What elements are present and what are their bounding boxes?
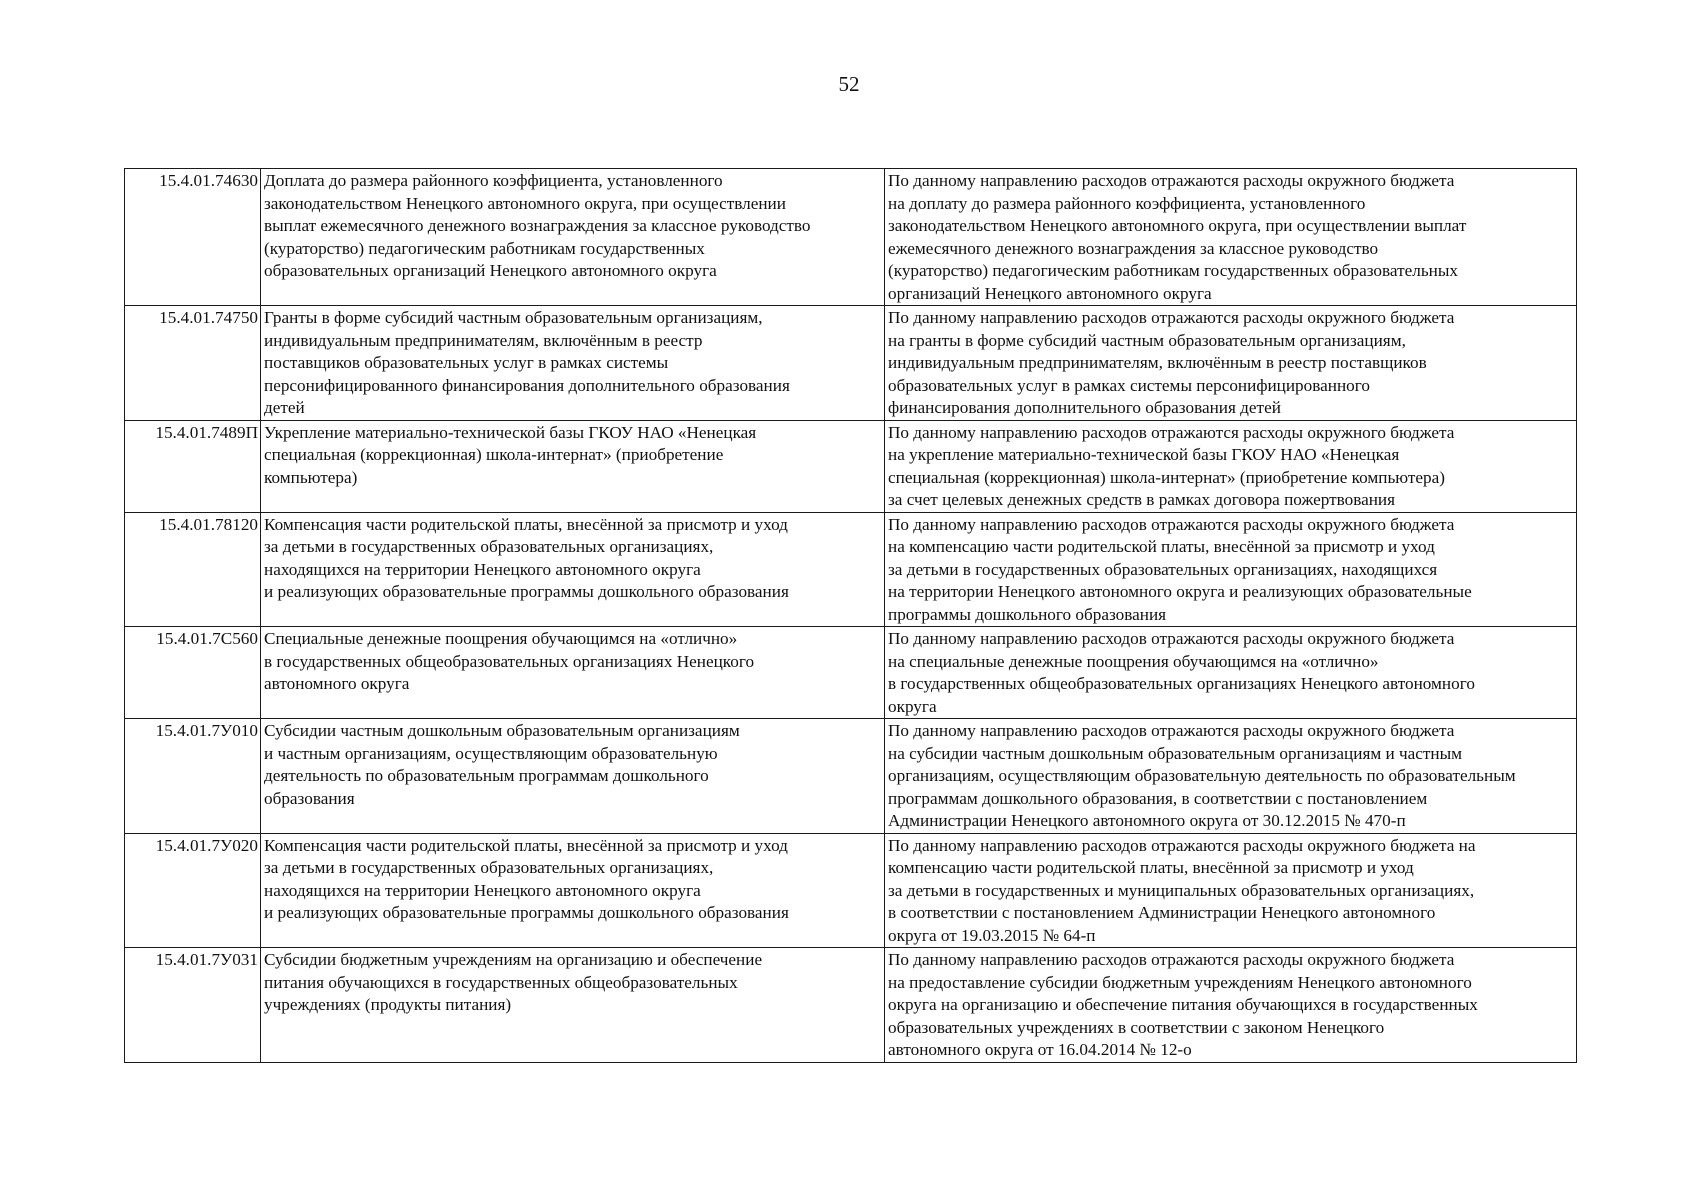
row-description: По данному направлению расходов отражаются расходы окружного бюджета на специальные денежные поощрения обучающимся на «отлично» в государственных общеобразовательных организациях Ненецкого автономного округа (885, 627, 1577, 719)
row-description: По данному направлению расходов отражаются расходы окружного бюджета на укрепление материально-технической базы ГКОУ НАО «Ненецкая специальная (коррекционная) школа-интернат» (приобретение компьютера) за счет целевых денежных средств в рамках договора пожертвования (885, 420, 1577, 512)
row-description: По данному направлению расходов отражаются расходы окружного бюджета на гранты в форме субсидий частным образовательным организациям, индивидуальным предпринимателям, включённым в реестр поставщиков образовательных услуг в рамках системы персонифицированного финансирования дополнительного образования детей (885, 306, 1577, 421)
row-description: По данному направлению расходов отражаются расходы окружного бюджета на субсидии частным дошкольным образовательным организациям и частным организациям, осуществляющим образовательную деятельность по образовательным программам дошкольного образования, в соответствии с постановлением Администрации Ненецкого автономного округа от 30.12.2015 № 470-п (885, 719, 1577, 834)
row-code: 15.4.01.7489П (125, 420, 261, 512)
row-code: 15.4.01.7У020 (125, 833, 261, 948)
row-code: 15.4.01.7С560 (125, 627, 261, 719)
page-number: 52 (838, 72, 860, 96)
row-name: Гранты в форме субсидий частным образовательным организациям, индивидуальным предпринимателям, включённым в реестр поставщиков образовательных услуг в рамках системы персонифицированного финансирования дополнительного образования детей (261, 306, 885, 421)
row-code: 15.4.01.7У010 (125, 719, 261, 834)
row-description: По данному направлению расходов отражаются расходы окружного бюджета на компенсацию части родительской платы, внесённой за присмотр и уход за детьми в государственных образовательных организациях, находящихся на территории Ненецкого автономного округа и реализующих образовательные программы дошкольного образования (885, 512, 1577, 627)
row-description: По данному направлению расходов отражаются расходы окружного бюджета на компенсацию части родительской платы, внесённой за присмотр и уход за детьми в государственных и муниципальных образовательных организациях, в соответствии с постановлением Администрации Ненецкого автономного округа от 19.03.2015 № 64-п (885, 833, 1577, 948)
row-name: Субсидии частным дошкольным образовательным организациям и частным организациям, осуществляющим образовательную деятельность по образовательным программам дошкольного образования (261, 719, 885, 834)
row-code: 15.4.01.78120 (125, 512, 261, 627)
row-description: По данному направлению расходов отражаются расходы окружного бюджета на предоставление субсидии бюджетным учреждениям Ненецкого автономного округа на организацию и обеспечение питания обучающихся в государственных образовательных учреждениях в соответствии с законом Ненецкого автономного округа от 16.04.2014 № 12-о (885, 948, 1577, 1063)
row-name: Специальные денежные поощрения обучающимся на «отлично» в государственных общеобразовательных организациях Ненецкого автономного округа (261, 627, 885, 719)
row-name: Доплата до размера районного коэффициента, установленного законодательством Ненецкого автономного округа, при осуществлении выплат ежемесячного денежного вознаграждения за классное руководство (кураторство) педагогическим работникам государственных образовательных организаций Ненецкого автономного округа (261, 169, 885, 306)
table-row (125, 627, 1577, 719)
row-code: 15.4.01.7У031 (125, 948, 261, 1063)
row-code: 15.4.01.74750 (125, 306, 261, 421)
row-name: Укрепление материально-технической базы ГКОУ НАО «Ненецкая специальная (коррекционная) школа-интернат» (приобретение компьютера) (261, 420, 885, 512)
row-name: Субсидии бюджетным учреждениям на организацию и обеспечение питания обучающихся в государственных общеобразовательных учреждениях (продукты питания) (261, 948, 885, 1063)
table-row (125, 719, 1577, 834)
budget-classification-table (124, 168, 1577, 1063)
table-row (125, 169, 1577, 306)
row-name: Компенсация части родительской платы, внесённой за присмотр и уход за детьми в государственных образовательных организациях, находящихся на территории Ненецкого автономного округа и реализующих образовательные программы дошкольного образования (261, 512, 885, 627)
row-name: Компенсация части родительской платы, внесённой за присмотр и уход за детьми в государственных образовательных организациях, находящихся на территории Ненецкого автономного округа и реализующих образовательные программы дошкольного образования (261, 833, 885, 948)
table-row (125, 512, 1577, 627)
table-row (125, 948, 1577, 1063)
table-row (125, 420, 1577, 512)
row-description: По данному направлению расходов отражаются расходы окружного бюджета на доплату до размера районного коэффициента, установленного законодательством Ненецкого автономного округа, при осуществлении выплат ежемесячного денежного вознаграждения за классное руководство (кураторство) педагогическим работникам государственных образовательных организаций Ненецкого автономного округа (885, 169, 1577, 306)
row-code: 15.4.01.74630 (125, 169, 261, 306)
table-row (125, 833, 1577, 948)
table-row (125, 306, 1577, 421)
